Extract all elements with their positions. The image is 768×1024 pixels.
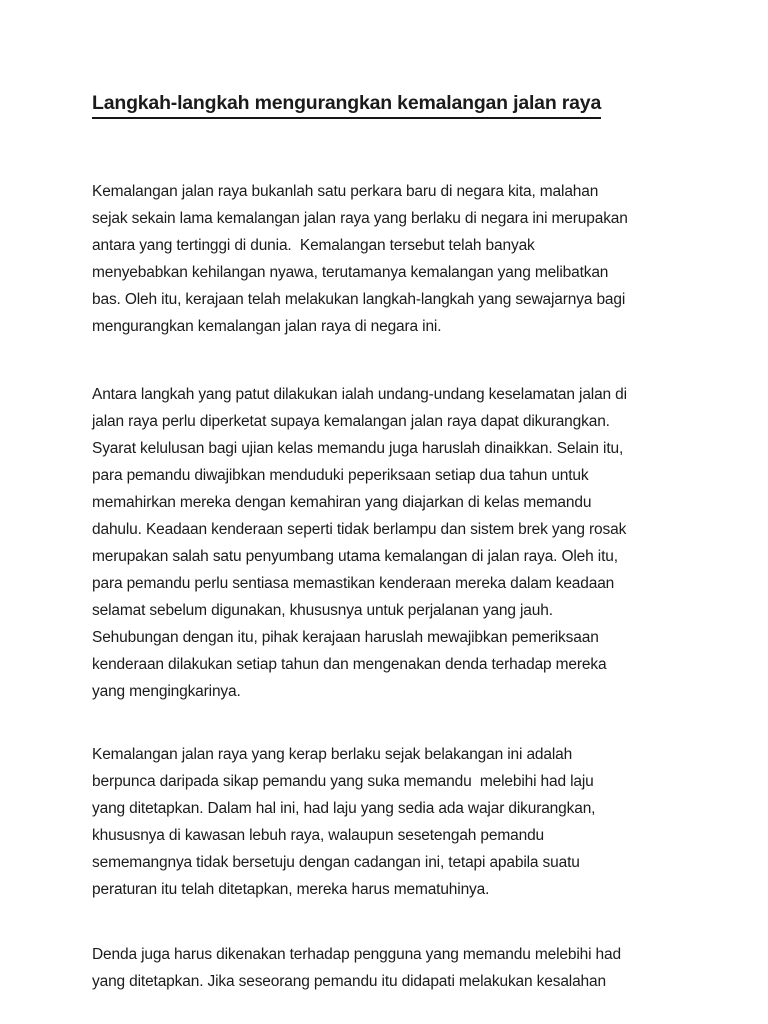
text-line: memahirkan mereka dengan kemahiran yang diajarkan di kelas memandu <box>92 494 592 512</box>
text-line: merupakan salah satu penyumbang utama kemalangan di jalan raya. Oleh itu, <box>92 548 618 566</box>
text-line: dahulu. Keadaan kenderaan seperti tidak berlampu dan sistem brek yang rosak <box>92 521 627 539</box>
text-line: Syarat kelulusan bagi ujian kelas memandu juga haruslah dinaikkan. Selain itu, <box>92 440 624 458</box>
text-line: yang mengingkarinya. <box>92 683 241 701</box>
text-line: bas. Oleh itu, kerajaan telah melakukan langkah-langkah yang sewajarnya bagi <box>92 291 626 309</box>
paragraph-4 <box>92 941 702 995</box>
text-line: kenderaan dilakukan setiap tahun dan mengenakan denda terhadap mereka <box>92 656 607 674</box>
text-line: Kemalangan jalan raya bukanlah satu perkara baru di negara kita, malahan <box>92 183 599 201</box>
paragraph-2 <box>92 381 702 705</box>
paragraph-3 <box>92 741 702 903</box>
document-title <box>92 92 702 119</box>
text-line: Sehubungan dengan itu, pihak kerajaan haruslah mewajibkan pemeriksaan <box>92 629 599 647</box>
text-line: yang ditetapkan. Dalam hal ini, had laju yang sedia ada wajar dikurangkan, <box>92 800 596 818</box>
text-line: khususnya di kawasan lebuh raya, walaupun sesetengah pemandu <box>92 827 545 845</box>
text-line: selamat sebelum digunakan, khususnya untuk perjalanan yang jauh. <box>92 602 553 620</box>
text-line: jalan raya perlu diperketat supaya kemalangan jalan raya dapat dikurangkan. <box>92 413 610 431</box>
text-line: sememangnya tidak bersetuju dengan cadangan ini, tetapi apabila suatu <box>92 854 580 872</box>
document-body <box>0 92 768 995</box>
text-line: para pemandu diwajibkan menduduki peperiksaan setiap dua tahun untuk <box>92 467 589 485</box>
text-line: Antara langkah yang patut dilakukan ialah undang-undang keselamatan jalan di <box>92 386 627 404</box>
text-line: Denda juga harus dikenakan terhadap pengguna yang memandu melebihi had <box>92 946 621 964</box>
text-line: menyebabkan kehilangan nyawa, terutamanya kemalangan yang melibatkan <box>92 264 609 282</box>
paragraph-1 <box>92 178 702 340</box>
text-line: Kemalangan jalan raya yang kerap berlaku sejak belakangan ini adalah <box>92 746 573 764</box>
text-line: sejak sekain lama kemalangan jalan raya yang berlaku di negara ini merupakan <box>92 210 628 228</box>
text-line: para pemandu perlu sentiasa memastikan kenderaan mereka dalam keadaan <box>92 575 615 593</box>
text-line: yang ditetapkan. Jika seseorang pemandu itu didapati melakukan kesalahan <box>92 973 606 991</box>
text-line: peraturan itu telah ditetapkan, mereka harus mematuhinya. <box>92 881 490 899</box>
document-title-text: Langkah-langkah mengurangkan kemalangan jalan raya <box>92 92 601 119</box>
text-line: antara yang tertinggi di dunia. Kemalangan tersebut telah banyak <box>92 237 535 255</box>
text-line: berpunca daripada sikap pemandu yang suka memandu melebihi had laju <box>92 773 594 791</box>
text-line: mengurangkan kemalangan jalan raya di negara ini. <box>92 318 442 336</box>
